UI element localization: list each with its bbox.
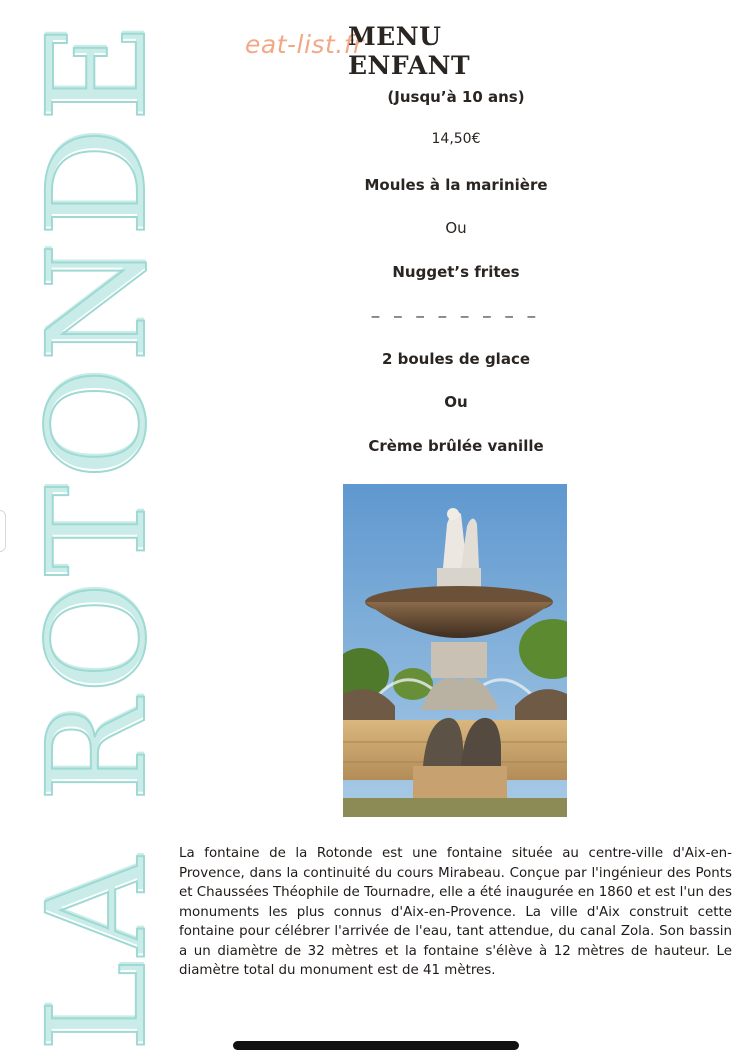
fountain-description: La fontaine de la Rotonde est une fontaine située au centre-ville d'Aix-en-Provence, dans la continuité du cours Mirabeau. Conçue par l'ingénieur des Ponts et Chaussées Théophile de Tournadre, elle a été inaugurée en 1860 et est l'un des monuments les plus connus d'Aix-en-Provence. La ville d'Aix construit cette fontaine pour célébrer l'arrivée de l'eau, tant attendue, du canal Zola. Son bassin a un diamètre de 32 mètres et la fontaine s'élève à 12 mètres de hauteur. Le diamètre total du monument est de 41 mètres. xyxy=(179,846,732,978)
menu-title: MENU ENFANT xyxy=(348,22,471,80)
main-option-1: Moules à la marinière xyxy=(364,176,548,194)
fountain-photo xyxy=(343,484,567,817)
restaurant-name-vertical: LA ROTONDE xyxy=(19,16,177,1052)
watermark-logo: eat-list.fr xyxy=(245,30,364,59)
main-option-2: Nugget’s frites xyxy=(392,263,520,281)
home-indicator[interactable] xyxy=(233,1041,519,1050)
dessert-option-2: Crème brûlée vanille xyxy=(368,437,544,455)
or-separator-1: Ou xyxy=(445,219,467,237)
or-separator-2: Ou xyxy=(444,393,468,411)
edge-handle[interactable] xyxy=(0,510,6,552)
menu-price: 14,50€ xyxy=(431,131,481,147)
dessert-option-1: 2 boules de glace xyxy=(381,350,531,368)
age-note: (Jusqu’à 10 ans) xyxy=(387,88,525,106)
course-separator: _ _ _ _ _ _ _ _ xyxy=(371,300,541,318)
